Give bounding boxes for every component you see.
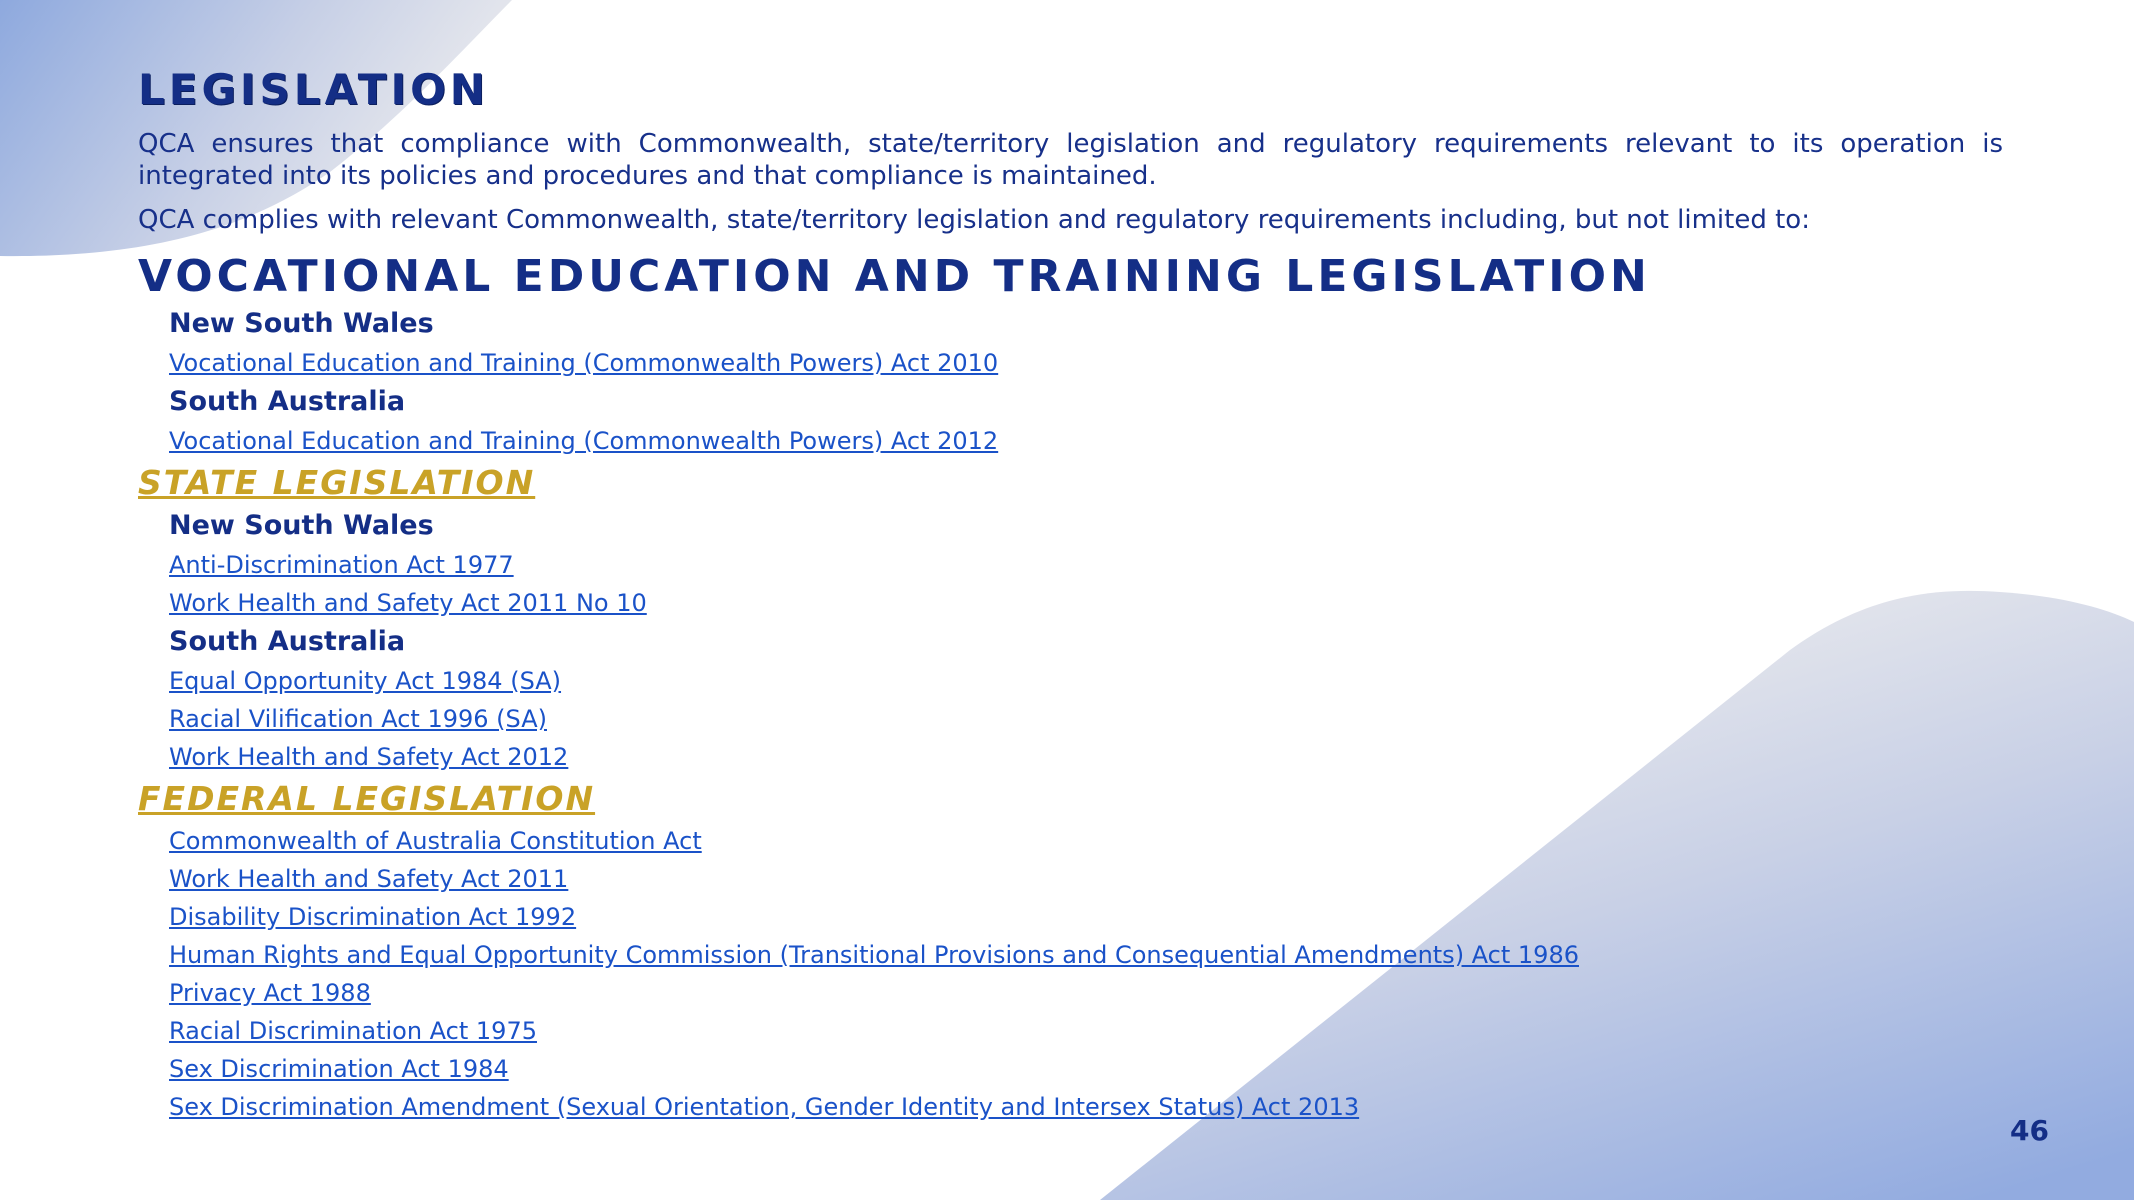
region-heading-nsw: New South Wales <box>169 308 434 339</box>
region-heading-sa: South Australia <box>169 386 406 417</box>
federal-legislation-heading[interactable]: FEDERAL LEGISLATION <box>138 779 596 818</box>
legislation-link[interactable]: Anti-Discrimination Act 1977 <box>169 551 514 579</box>
legislation-link[interactable]: Commonwealth of Australia Constitution Act <box>169 827 702 855</box>
legislation-link[interactable]: Racial Vilification Act 1996 (SA) <box>169 705 547 733</box>
vet-legislation-list <box>169 304 2003 460</box>
intro-paragraph-1: QCA ensures that compliance with Commonwealth, state/territory legislation and regulatory requirements relevant to its operation is integrated into its policies and procedures and that compliance is maintained. <box>138 129 2003 191</box>
legislation-link[interactable]: Work Health and Safety Act 2012 <box>169 743 569 771</box>
legislation-link[interactable]: Vocational Education and Training (Commonwealth Powers) Act 2012 <box>169 427 999 455</box>
page-title: LEGISLATION <box>138 65 489 114</box>
legislation-link[interactable]: Racial Discrimination Act 1975 <box>169 1017 537 1045</box>
state-legislation-heading[interactable]: STATE LEGISLATION <box>138 463 536 502</box>
intro-paragraph-2: QCA complies with relevant Commonwealth, state/territory legislation and regulatory requirements including, but not limited to: <box>138 205 1810 235</box>
state-legislation-list <box>169 506 2003 776</box>
legislation-link[interactable]: Vocational Education and Training (Commonwealth Powers) Act 2010 <box>169 349 999 377</box>
legislation-link[interactable]: Sex Discrimination Amendment (Sexual Orientation, Gender Identity and Intersex Status) Act 2013 <box>169 1093 1360 1121</box>
legislation-link[interactable]: Privacy Act 1988 <box>169 979 371 1007</box>
legislation-link[interactable]: Sex Discrimination Act 1984 <box>169 1055 509 1083</box>
main-content <box>138 64 2003 1126</box>
legislation-link[interactable]: Work Health and Safety Act 2011 No 10 <box>169 589 647 617</box>
region-heading-nsw: New South Wales <box>169 510 434 541</box>
legislation-link[interactable]: Work Health and Safety Act 2011 <box>169 865 569 893</box>
federal-legislation-list <box>169 822 2003 1126</box>
legislation-link[interactable]: Human Rights and Equal Opportunity Commission (Transitional Provisions and Consequential Amendments) Act 1986 <box>169 941 1579 969</box>
page-number: 46 <box>2010 1114 2049 1147</box>
legislation-link[interactable]: Disability Discrimination Act 1992 <box>169 903 577 931</box>
legislation-link[interactable]: Equal Opportunity Act 1984 (SA) <box>169 667 562 695</box>
region-heading-sa: South Australia <box>169 626 406 657</box>
vet-legislation-heading: VOCATIONAL EDUCATION AND TRAINING LEGISLATION <box>138 251 1651 302</box>
